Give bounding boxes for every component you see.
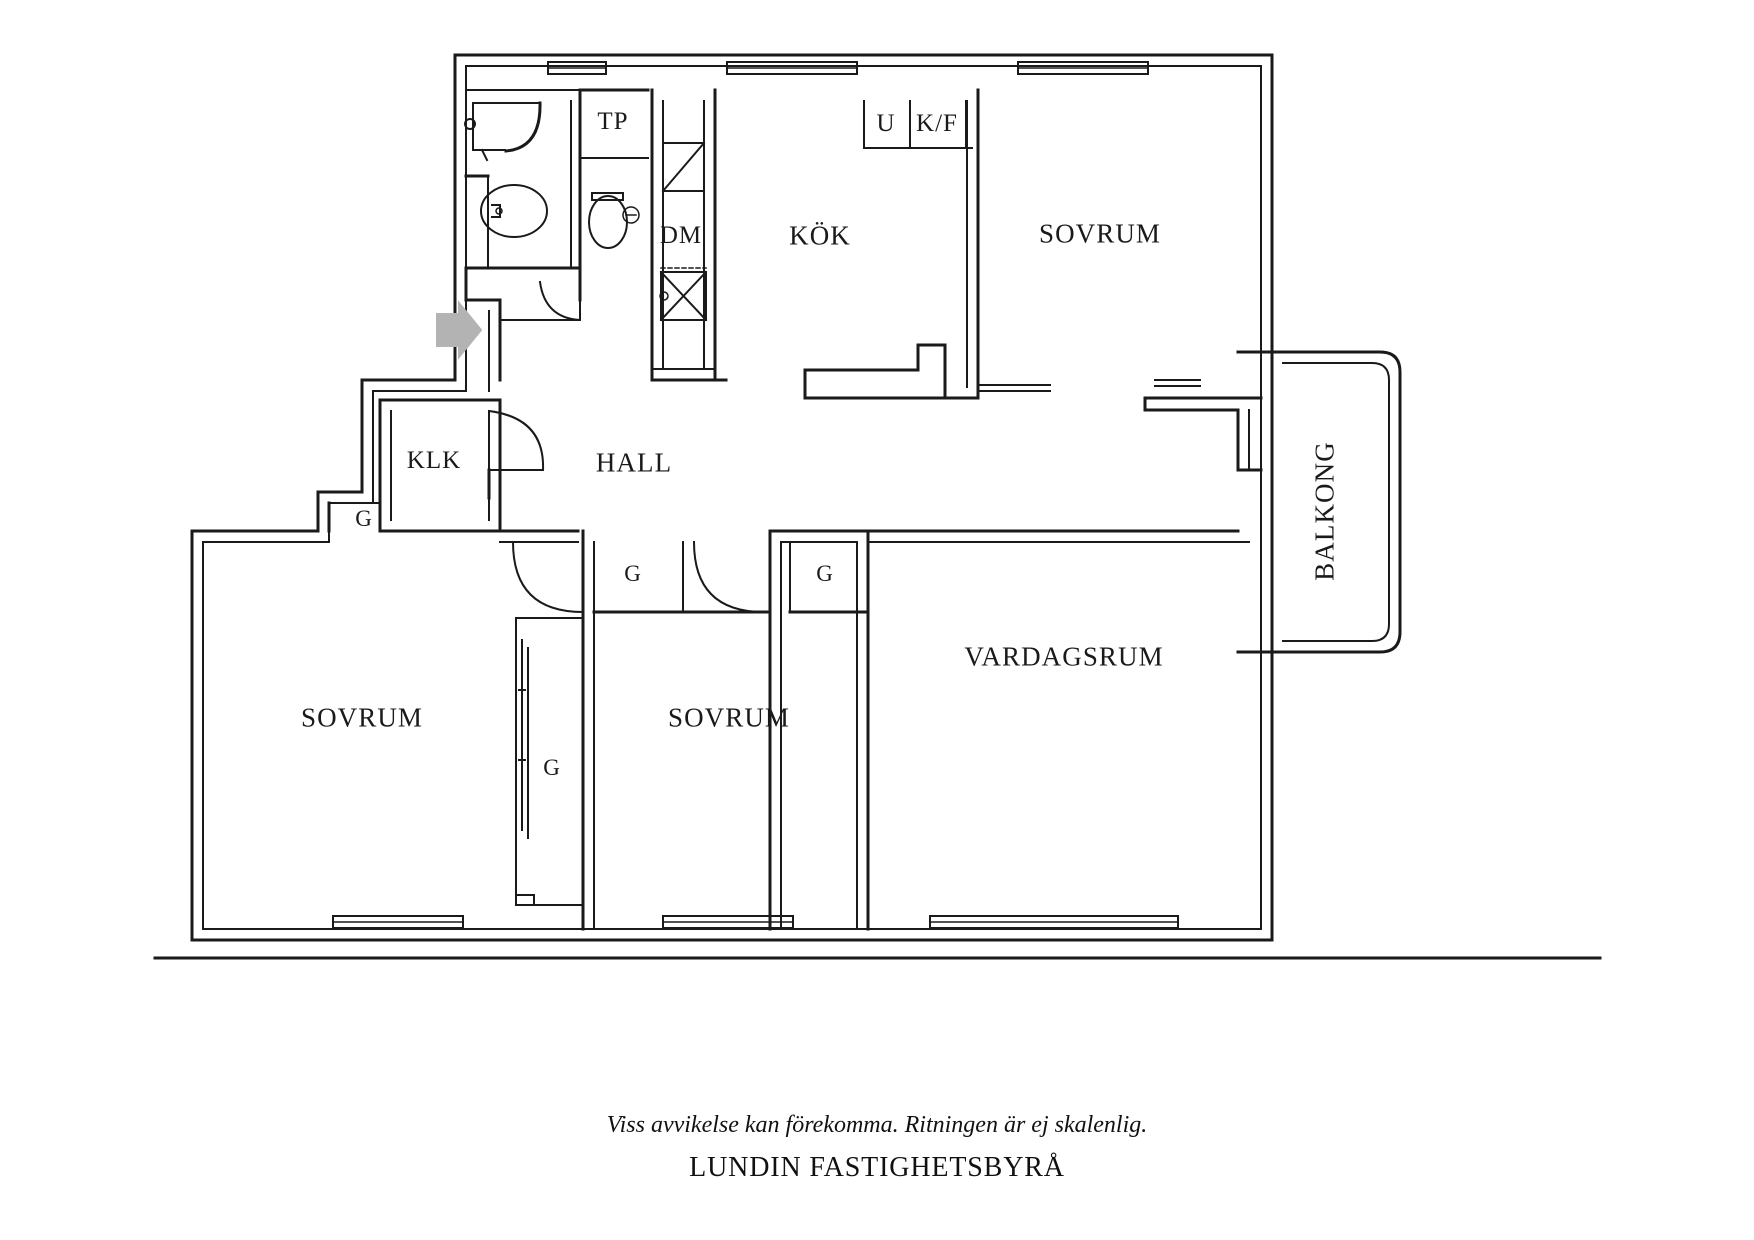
room-label-vardagsrum: VARDAGSRUM <box>964 641 1164 672</box>
room-label-u: U <box>876 110 896 137</box>
room-label-hall: HALL <box>595 447 673 478</box>
room-label-sovrum-left: SOVRUM <box>300 702 424 733</box>
room-label-balkong: BALKONG <box>1309 441 1340 581</box>
room-label-klk: KLK <box>406 447 462 474</box>
room-label-g-klk: G <box>355 506 373 531</box>
room-label-sovrum-mid: SOVRUM <box>667 702 791 733</box>
room-label-kf: K/F <box>916 110 958 137</box>
room-label-kok: KÖK <box>789 220 851 251</box>
room-label-g-closet: G <box>543 755 561 780</box>
room-label-g-mid-left: G <box>624 561 642 586</box>
room-label-dm: DM <box>659 222 703 249</box>
disclaimer-text: Viss avvikelse kan förekomma. Ritningen är ej skalenlig. <box>606 1112 1148 1138</box>
room-label-tp: TP <box>597 108 629 135</box>
room-label-sovrum-top: SOVRUM <box>1038 218 1162 249</box>
company-name: LUNDIN FASTIGHETSBYRÅ <box>689 1152 1065 1183</box>
room-label-g-mid-right: G <box>816 561 834 586</box>
